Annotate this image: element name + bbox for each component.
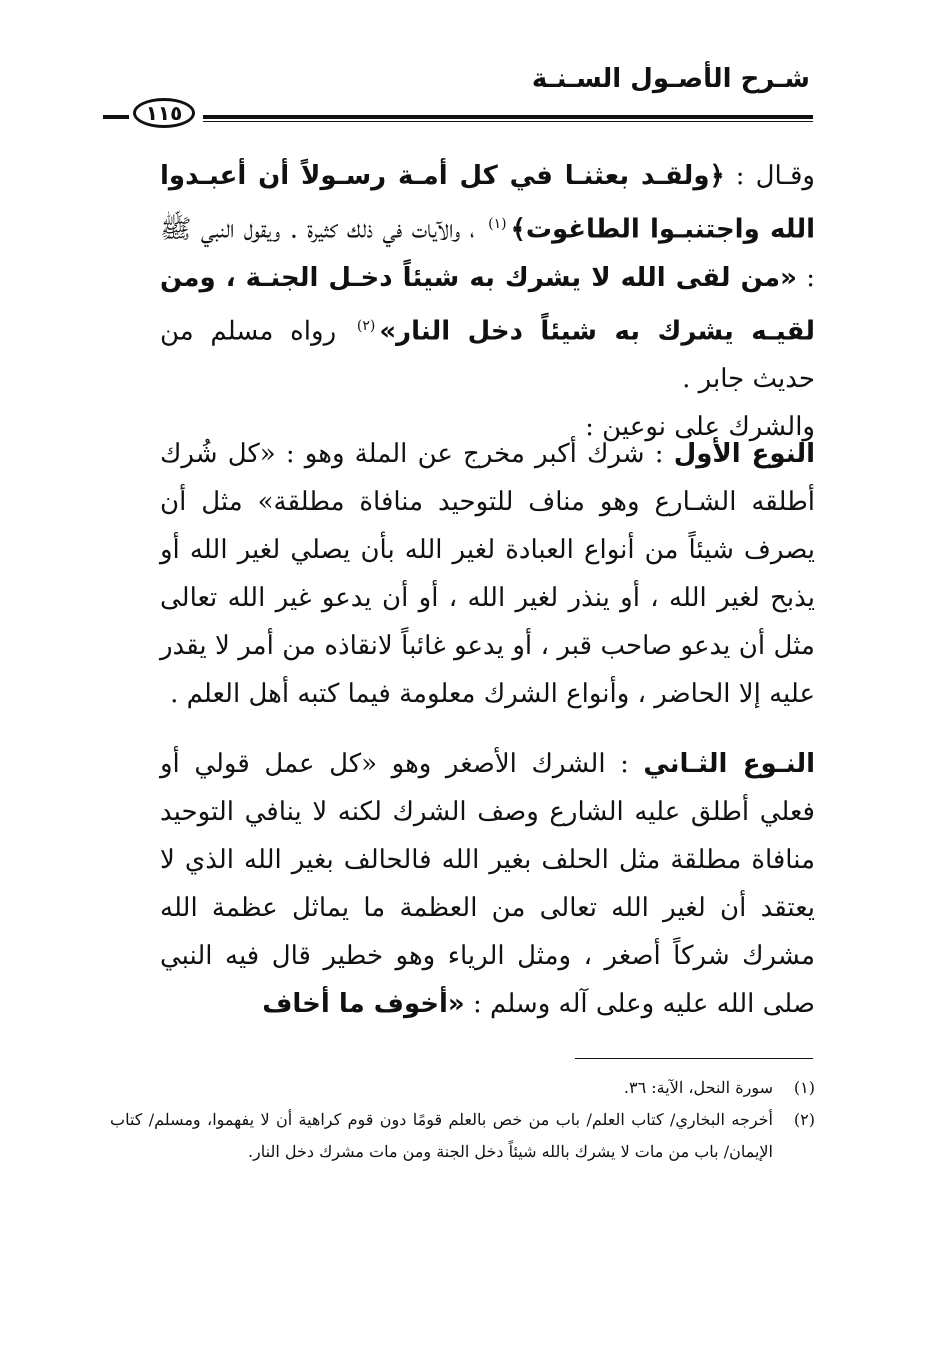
quran-verse: ﴿ولقـد بعثنـا في كل أمـة رسـولاً أن أعبـدوا الله واجتنبـوا الطاغوت﴾ xyxy=(160,161,815,245)
footnote-item xyxy=(110,1104,815,1168)
footnote-text: سورة النحل، الآية: ٣٦. xyxy=(623,1078,773,1097)
intro-tail: رواه مسلم من حديث جابر . xyxy=(160,316,815,395)
kind-one-paragraph xyxy=(160,430,815,718)
header-rule-left xyxy=(103,115,129,119)
footnote-item xyxy=(110,1072,815,1104)
intro-lead: وقـال : xyxy=(724,161,815,191)
kind-two-text xyxy=(160,740,815,1028)
hadith-quote: «من لقى الله لا يشرك به شيئاً دخـل الجنـة ، ومن لقيـه يشرك به شيئاً دخل النار» xyxy=(160,262,815,347)
types-line: والشرك على نوعين : xyxy=(585,412,815,443)
footnotes xyxy=(110,1072,815,1168)
footnote-number: (١) xyxy=(793,1078,815,1097)
footnote-ref-1[interactable]: (١) xyxy=(488,216,507,232)
footnote-separator xyxy=(575,1058,813,1059)
page-number: ١١٥ xyxy=(133,98,195,128)
kind-one-heading: النوع الأول xyxy=(673,439,815,469)
header-rule-thick xyxy=(203,115,813,119)
running-title: شـرح الأصـول السـنـة xyxy=(531,64,810,94)
kind-one-text xyxy=(160,430,815,718)
kind-two-paragraph xyxy=(160,740,815,1028)
header-rule-thin xyxy=(203,121,813,122)
kind-two-heading: النـوع الثـاني xyxy=(643,749,815,779)
footnote-number: (٢) xyxy=(793,1110,815,1129)
footnote-text: أخرجه البخاري/ كتاب العلم/ باب من خص بالعلم قومًا دون قوم كراهية أن لا يفهموا، ومسلم/ كتاب الإيمان/ باب من مات لا يشرك بالله شيئاً دخل الجنة ومن مات مشرك دخل النار. xyxy=(110,1110,773,1161)
header-rule xyxy=(103,96,813,132)
intro-mid: ، والآيات في ذلك كثيرة . ويقول النبي ﷺ : xyxy=(160,214,815,293)
kind-one-body: : شرك أكبر مخرج عن الملة وهو : «كل شُرك أطلقه الشـارع وهو مناف للتوحيد منافاة مطلقة» مثل أن يصرف شيئاً من أنواع العبادة لغير الله بأن يصلي لغير الله أو يذبح لغير الله ، أو ينذر لغير الله ، أو أن يدعو غير الله تعالى مثل أن يدعو صاحب قبر ، أو يدعو غائباً لانقاذه من أمر لا يقدر عليه إلا الحاضر ، وأنواع الشرك معلومة فيما كتبه أهل العلم . xyxy=(160,439,815,709)
kind-two-body: : الشرك الأصغر وهو «كل عمل قولي أو فعلي أطلق عليه الشارع وصف الشرك لكنه لا ينافي التوحيد منافاة مطلقة مثل الحلف بغير الله فالحالف بغير الله الذي لا يعتقد أن لغير الله تعالى من العظمة ما يماثل عظمة الله مشرك شركاً أصغر ، ومثل الرياء وهو خطير قال فيه النبي صلى الله عليه وعلى آله وسلم : xyxy=(160,749,815,1019)
kind-two-bold-tail: «أخوف ما أخاف xyxy=(262,989,465,1019)
footnote-ref-2[interactable]: (٢) xyxy=(356,317,376,334)
intro-paragraph xyxy=(160,152,815,451)
intro-text xyxy=(160,152,815,403)
